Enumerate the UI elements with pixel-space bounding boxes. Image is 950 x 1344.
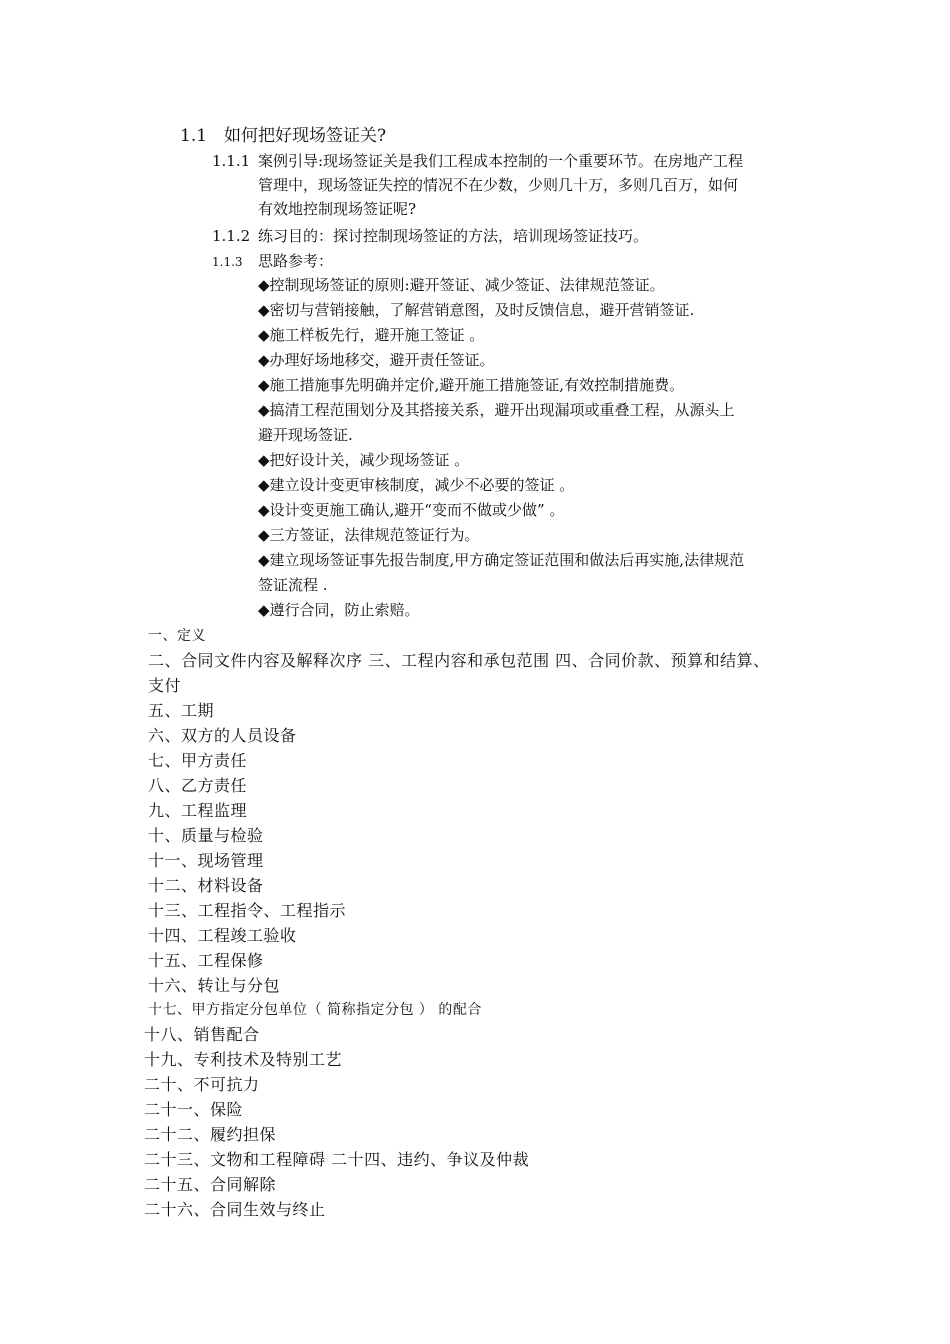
subsection-1-1-3 (212, 250, 333, 274)
subsection-number: 1.1.3 (212, 255, 243, 269)
toc-item: 十四、工程竣工验收 (148, 926, 297, 945)
bullet-item: ◆办理好场地移交，避开责任签证。 (258, 351, 495, 369)
toc-item: 十五、工程保修 (148, 951, 264, 970)
toc-item: 一、定义 (148, 628, 206, 644)
toc-item: 十六、转让与分包 (148, 976, 281, 995)
bullet-item: ◆控制现场签证的原则:避开签证、减少签证、法律规范签证。 (258, 276, 665, 294)
bullet-item: ◆三方签证，法律规范签证行为。 (258, 526, 480, 544)
bullet-item: ◆施工措施事先明确并定价,避开施工措施签证,有效控制措施费。 (258, 376, 685, 394)
subsection-text: 练习目的：探讨控制现场签证的方法，培训现场签证技巧。 (258, 227, 649, 245)
toc-item: 十九、专利技术及特别工艺 (144, 1050, 343, 1069)
bullet-item-continued: 签证流程 . (258, 576, 328, 594)
toc-item: 十二、材料设备 (148, 876, 264, 895)
bullet-item: ◆施工样板先行，避开施工签证 。 (258, 326, 485, 344)
toc-item: 十一、现场管理 (148, 851, 264, 870)
toc-item: 二十五、合同解除 (144, 1175, 277, 1194)
subsection-text-continued: 管理中，现场签证失控的情况不在少数，少则几十万，多则几百万，如何 (258, 176, 739, 194)
bullet-item: ◆建立现场签证事先报告制度,甲方确定签证范围和做法后再实施,法律规范 (258, 551, 745, 569)
section-title: 如何把好现场签证关? (224, 126, 387, 146)
bullet-item: ◆把好设计关，减少现场签证 。 (258, 451, 470, 469)
toc-item: 二十三、文物和工程障碍 二十四、违约、争议及仲裁 (144, 1150, 530, 1169)
toc-item: 十三、工程指令、工程指示 (148, 901, 347, 920)
toc-item: 七、甲方责任 (148, 751, 248, 770)
toc-item: 二、合同文件内容及解释次序 三、工程内容和承包范围 四、合同价款、预算和结算、 (148, 651, 770, 670)
toc-item: 十八、销售配合 (144, 1025, 260, 1044)
subsection-text-continued: 有效地控制现场签证呢? (258, 200, 417, 218)
toc-item: 二十一、保险 (144, 1100, 244, 1119)
section-heading (180, 124, 386, 148)
toc-item: 八、乙方责任 (148, 776, 248, 795)
subsection-number: 1.1.2 (212, 227, 251, 245)
bullet-item-continued: 避开现场签证. (258, 426, 353, 444)
bullet-item: ◆搞清工程范围划分及其搭接关系，避开出现漏项或重叠工程，从源头上 (258, 401, 735, 419)
toc-item: 十七、甲方指定分包单位（ 简称指定分包 ） 的配合 (148, 1002, 482, 1018)
toc-item: 五、工期 (148, 701, 215, 720)
bullet-item: ◆遵行合同，防止索赔。 (258, 601, 420, 619)
section-number: 1.1 (180, 126, 208, 146)
subsection-text: 思路参考： (258, 252, 334, 270)
toc-item: 九、工程监理 (148, 801, 248, 820)
toc-item: 六、双方的人员设备 (148, 726, 297, 745)
bullet-item: ◆设计变更施工确认,避开“变而不做或少做” 。 (258, 501, 565, 519)
subsection-text: 案例引导:现场签证关是我们工程成本控制的一个重要环节。在房地产工程 (258, 152, 744, 170)
subsection-number: 1.1.1 (212, 152, 251, 170)
toc-item: 二十、不可抗力 (144, 1075, 260, 1094)
toc-item: 十、质量与检验 (148, 826, 264, 845)
toc-item-continued: 支付 (148, 676, 182, 695)
toc-item: 二十六、合同生效与终止 (144, 1200, 326, 1219)
bullet-item: ◆建立设计变更审核制度，减少不必要的签证 。 (258, 476, 575, 494)
subsection-1-1-1 (212, 150, 743, 173)
toc-item: 二十二、履约担保 (144, 1125, 277, 1144)
bullet-item: ◆密切与营销接触，了解营销意图，及时反馈信息，避开营销签证. (258, 301, 695, 319)
subsection-1-1-2 (212, 225, 648, 248)
